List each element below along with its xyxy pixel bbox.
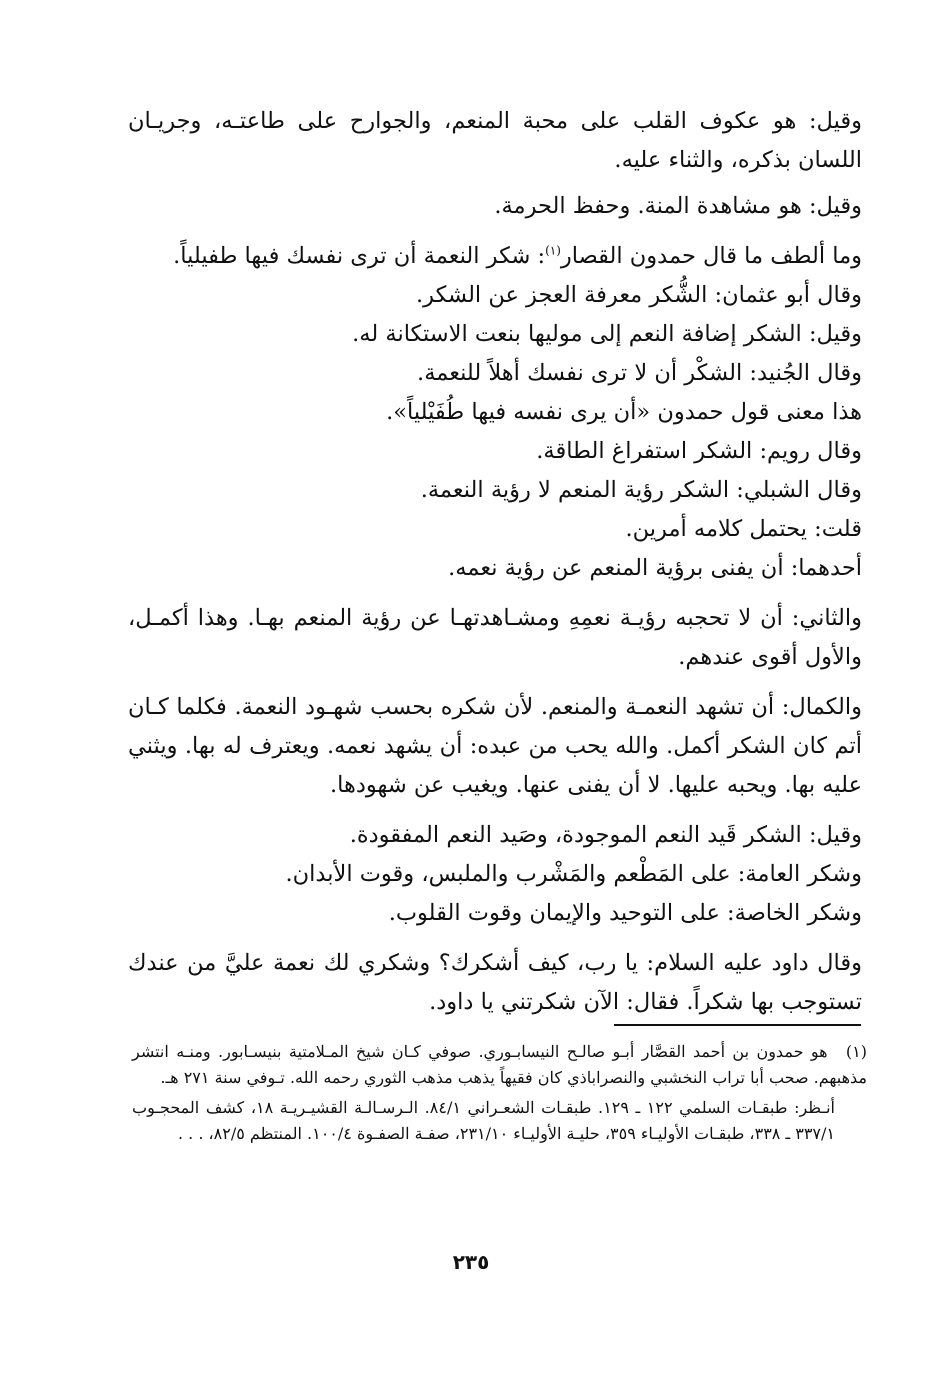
paragraph: وقال أبو عثمان: الشُّكر معرفة العجز عن الشكر. bbox=[416, 282, 862, 308]
paragraph: والثاني: أن لا تحجبه رؤيـة نعمِهِ ومشـاهدتهـا عن رؤية المنعم بهـا. وهذا أكمـل، والأول أقوى عندهم. bbox=[128, 605, 862, 670]
paragraph: وقيل: الشكر قَيد النعم الموجودة، وصَيد النعم المفقودة. bbox=[349, 822, 862, 848]
paragraph: أحدهما: أن يفنى برؤية المنعم عن رؤية نعمه. bbox=[448, 555, 862, 581]
paragraph: وقال داود عليه السلام: يا رب، كيف أشكرك؟ وشكري لك نعمة عليَّ من عندك تستوجب بها شكراً. فقال: الآن شكرتني يا داود. bbox=[128, 950, 862, 1015]
footnote-sources: أنـظر: طبقـات السلمي ١٢٢ ـ ١٢٩. طبقـات الشعـراني ٨٤/١. الـرسـالـة القشيـريـة ١٨، كشف المحجـوب ٣٣٧/١ ـ ٣٣٨، طبقـات الأوليـاء ٣٥٩، حليـة الأوليـاء ٢٣١/١٠، صفـة الصفـوة ١٠٠/٤. المنتظم ٨٢/٥، . . . bbox=[132, 1098, 835, 1143]
paragraph: والكمال: أن تشهد النعمـة والمنعم. لأن شكره بحسب شهـود النعمة. فكلما كـان أتم كان الشكر أكمل. والله يحب من عبده: أن يشهد نعمه. ويعترف له بها. ويثني عليه بها. ويحبه عليها. لا أن يفنى عنها. ويغيب عن شهودها. bbox=[128, 694, 862, 798]
footnote-number: (١) bbox=[845, 1042, 867, 1061]
paragraph-text: وما ألطف ما قال حمدون القصار bbox=[560, 243, 862, 269]
footnote-separator bbox=[614, 1024, 861, 1026]
main-text bbox=[128, 102, 862, 1022]
footnote bbox=[132, 1039, 867, 1091]
paragraph: وقال الشبلي: الشكر رؤية المنعم لا رؤية النعمة. bbox=[420, 477, 862, 503]
footnote-text: هو حمدون بن أحمد القصَّار أبـو صالـح النيسابـوري. صوفي كـان شيخ المـلامتية بنيسـابور. ومنـه انتشر مذهبهم. صحب أبا تراب النخشبي والنصراباذي كان فقيهاً يذهب مذهب الثوري رحمه الله. تـوفي سنة ٢٧١ هـ. bbox=[132, 1042, 867, 1087]
paragraph: وشكر الخاصة: على التوحيد والإيمان وقوت القلوب. bbox=[388, 900, 862, 926]
paragraph: وقال رويم: الشكر استفراغ الطاقة. bbox=[536, 438, 862, 464]
paragraph: هذا معنى قول حمدون «أن يرى نفسه فيها طُفَيْلياً». bbox=[386, 399, 862, 425]
paragraph: وشكر العامة: على المَطْعم والمَشْرب والملبس، وقوت الأبدان. bbox=[285, 861, 862, 887]
paragraph: قلت: يحتمل كلامه أمرين. bbox=[625, 516, 862, 542]
footnote-marker[interactable]: (١) bbox=[545, 243, 561, 258]
page-number: ٢٣٥ bbox=[452, 1250, 490, 1274]
paragraph: وقيل: هو مشاهدة المنة. وحفظ الحرمة. bbox=[494, 193, 862, 219]
paragraph-text: : شكر النعمة أن ترى نفسك فيها طفيلياً. bbox=[173, 243, 546, 269]
paragraph: وقال الجُنيد: الشكْر أن لا ترى نفسك أهلاً للنعمة. bbox=[417, 360, 862, 386]
paragraph: وقيل: هو عكوف القلب على محبة المنعم، والجوارح على طاعتـه، وجريـان اللسان بذكره، والثناء عليه. bbox=[128, 108, 862, 173]
footnotes bbox=[132, 1039, 867, 1147]
paragraph bbox=[128, 237, 862, 276]
paragraph: وقيل: الشكر إضافة النعم إلى موليها بنعت الاستكانة له. bbox=[352, 321, 862, 347]
